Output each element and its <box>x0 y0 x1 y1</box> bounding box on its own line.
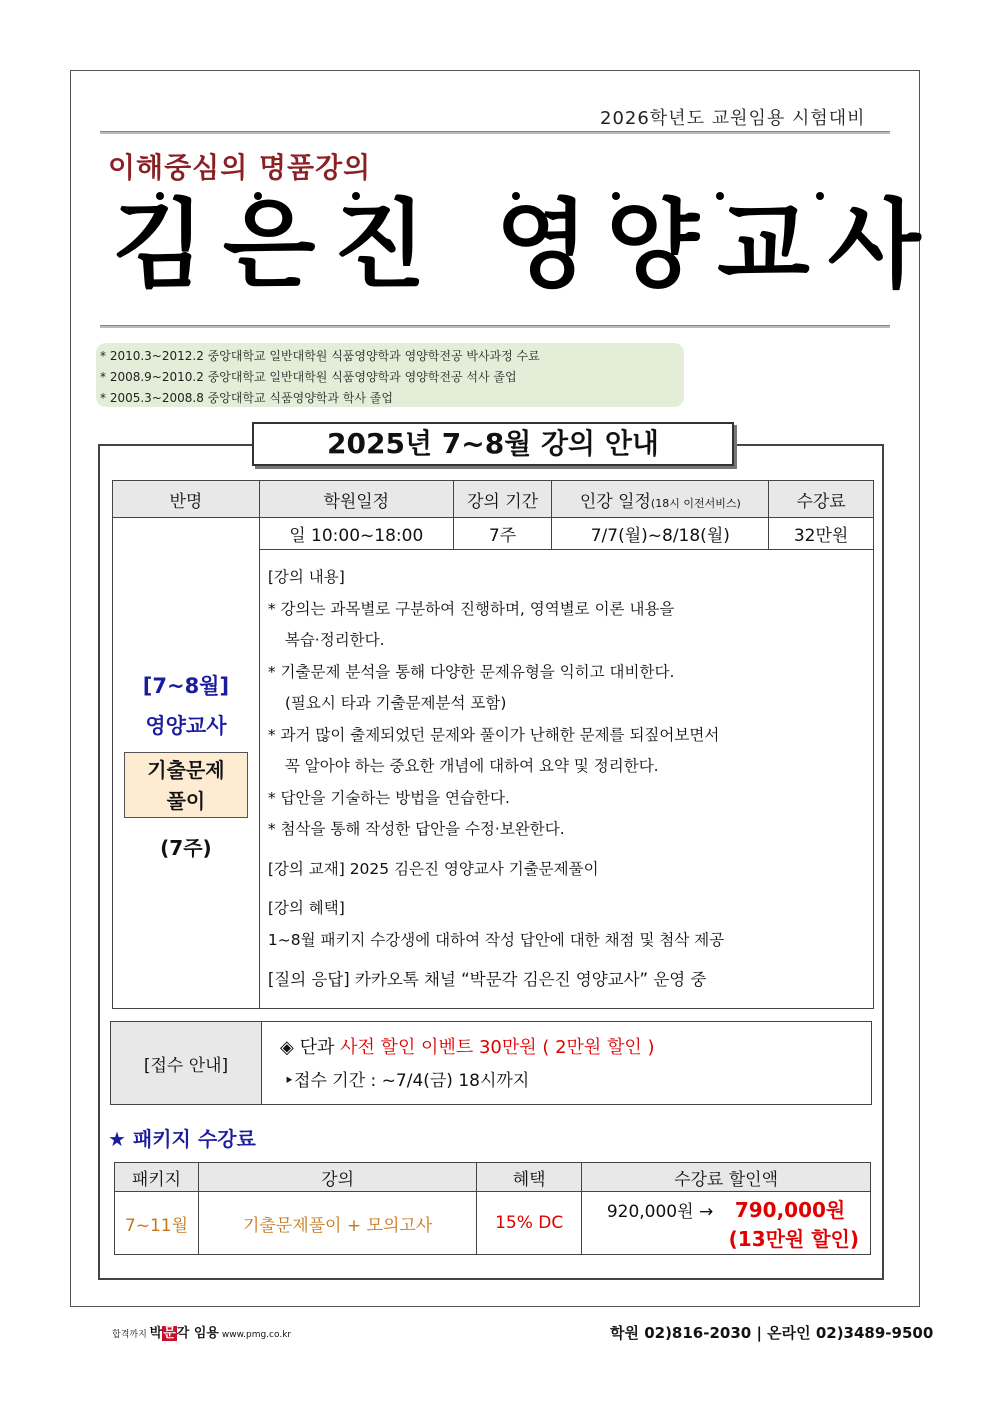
class-cell <box>113 518 260 1009</box>
brand-part: 문 <box>163 1326 176 1341</box>
registration-period: ‣접수 기간 : ~7/4(금) 18시까지 <box>284 1071 530 1091</box>
benefit-heading: [강의 혜택] <box>267 899 345 917</box>
package-courses: 기출문제풀이 + 모의고사 <box>198 1192 476 1255</box>
package-benefit: 15% DC <box>477 1192 582 1255</box>
online-service-note: (18시 이전서비스) <box>650 496 741 510</box>
package-title: ★ 패키지 수강료 <box>108 1127 256 1151</box>
course-name-line: 기출문제 <box>147 757 225 782</box>
qa-line: [질의 응답] 카카오톡 채널 “박문각 김은진 영양교사” 운영 중 <box>267 970 707 989</box>
brand-logo <box>150 1326 219 1341</box>
content-bullet: * 답안을 기술하는 방법을 연습한다. <box>267 788 510 807</box>
brand-part: 각 <box>176 1326 190 1341</box>
class-name: 영양교사 <box>145 713 227 738</box>
header-class: 반명 <box>113 481 260 518</box>
course-name-line: 풀이 <box>166 788 206 813</box>
subtitle: 이해중심의 명품강의 <box>108 151 372 184</box>
online-schedule-label: 인강 일정 <box>579 491 651 512</box>
registration-table <box>110 1021 872 1105</box>
duration-value: 7주 <box>453 518 552 550</box>
header-rule-bottom <box>100 325 890 328</box>
course-weeks: (7주) <box>160 835 212 860</box>
lecture-content-cell <box>259 550 873 1009</box>
brand-suffix: 임용 <box>193 1326 219 1341</box>
class-month: [7~8월] <box>142 673 230 698</box>
section-title: 2025년 7~8월 강의 안내 <box>252 422 734 466</box>
package-header: 패키지 <box>115 1163 199 1192</box>
discount-amount: (13만원 할인) <box>728 1227 859 1251</box>
header-academy-schedule: 학원일정 <box>259 481 453 518</box>
package-header: 수강료 할인액 <box>582 1163 871 1192</box>
package-discount-cell <box>582 1192 871 1255</box>
brand-part: 박 <box>149 1326 163 1341</box>
header-rule-top <box>100 131 890 134</box>
online-schedule-value: 7/7(월)~8/18(월) <box>552 518 769 550</box>
original-price: 920,000원 → <box>606 1202 714 1222</box>
credential-item: * 2008.9~2010.2 중앙대학교 일반대학원 식품영양학과 영양학전공 석사 졸업 <box>100 370 517 384</box>
content-bullet: * 첨삭을 통해 작성한 답안을 수정·보완한다. <box>267 820 565 838</box>
footer-brand <box>112 1322 291 1341</box>
footer-url[interactable]: www.pmg.co.kr <box>221 1330 292 1340</box>
content-bullet: * 과거 많이 출제되었던 문제와 풀이가 난해한 문제를 되짚어보면서 <box>267 725 720 744</box>
credential-item: * 2010.3~2012.2 중앙대학교 일반대학원 식품영양학과 영양학전공 박사과정 수료 <box>100 349 540 363</box>
content-bullet: * 강의는 과목별로 구분하여 진행하며, 영역별로 이론 내용을 <box>267 599 675 618</box>
fee-value: 32만원 <box>769 518 874 550</box>
registration-label: [접수 안내] <box>111 1022 262 1105</box>
package-table <box>114 1162 871 1255</box>
course-name-box <box>124 752 248 818</box>
benefit-line: 1~8월 패키지 수강생에 대하여 작성 답안에 대한 채점 및 첨삭 제공 <box>267 930 725 949</box>
content-bullet: * 기출문제 분석을 통해 다양한 문제유형을 익히고 대비한다. <box>267 662 675 681</box>
event-highlight: 사전 할인 이벤트 30만원 ( 2만원 할인 ) <box>340 1037 655 1058</box>
content-bullet-cont: (필요시 타과 기출문제분석 포함) <box>284 694 507 712</box>
header-online-schedule <box>552 481 769 518</box>
header-fee: 수강료 <box>769 481 874 518</box>
schedule-table <box>112 480 874 1009</box>
package-header: 혜택 <box>477 1163 582 1192</box>
footer-slogan: 합격까지 <box>112 1330 147 1340</box>
registration-body <box>262 1022 872 1105</box>
textbook-line: [강의 교재] 2025 김은진 영양교사 기출문제풀이 <box>267 859 599 878</box>
footer-contacts: 학원 02)816-2030 | 온라인 02)3489-9500 <box>610 1324 934 1342</box>
credential-item: * 2005.3~2008.8 중앙대학교 식품영양학과 학사 졸업 <box>100 391 393 405</box>
event-prefix: ◈ 단과 <box>280 1037 341 1058</box>
page-title: 김은진 영양교사 <box>112 189 939 301</box>
package-header: 강의 <box>198 1163 476 1192</box>
content-heading: [강의 내용] <box>267 568 345 586</box>
content-bullet-cont: 복습·정리한다. <box>284 631 385 649</box>
registration-event <box>280 1030 870 1066</box>
academy-schedule-value: 일 10:00~18:00 <box>259 518 453 550</box>
discounted-price: 790,000원 <box>734 1198 846 1222</box>
content-bullet-cont: 꼭 알아야 하는 중요한 개념에 대하여 요약 및 정리한다. <box>284 757 659 775</box>
exam-year-label: 2026학년도 교원임용 시험대비 <box>600 108 866 129</box>
header-duration: 강의 기간 <box>453 481 552 518</box>
credentials-box <box>96 343 684 407</box>
package-period: 7~11월 <box>115 1192 199 1255</box>
